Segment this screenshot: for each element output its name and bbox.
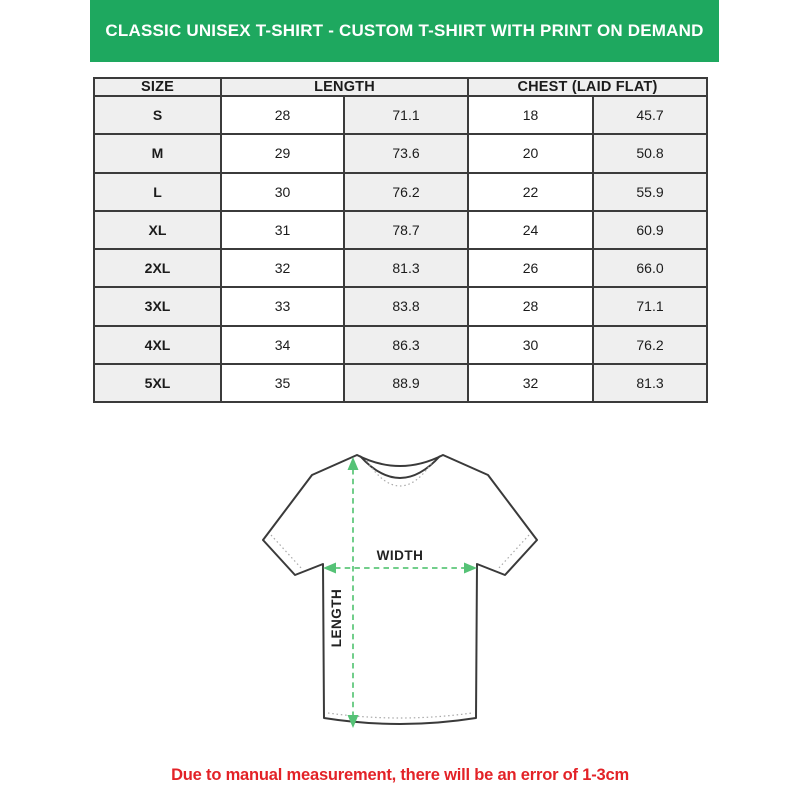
table-row: [94, 326, 707, 364]
page-title: CLASSIC UNISEX T-SHIRT - CUSTOM T-SHIRT WITH PRINT ON DEMAND: [105, 21, 704, 40]
col-header-length: LENGTH: [221, 78, 468, 96]
cell-chest_cm: 55.9: [593, 173, 707, 211]
table-row: [94, 173, 707, 211]
cell-length_in: 30: [221, 173, 344, 211]
cell-chest_cm: 71.1: [593, 287, 707, 325]
cell-size: S: [94, 96, 221, 134]
cell-length_cm: 78.7: [344, 211, 468, 249]
cell-chest_in: 18: [468, 96, 593, 134]
cell-chest_cm: 76.2: [593, 326, 707, 364]
table-row: [94, 249, 707, 287]
cell-chest_cm: 45.7: [593, 96, 707, 134]
cell-length_in: 33: [221, 287, 344, 325]
table-row: [94, 134, 707, 172]
cell-chest_in: 32: [468, 364, 593, 402]
cell-size: 4XL: [94, 326, 221, 364]
cell-size: XL: [94, 211, 221, 249]
cell-chest_in: 26: [468, 249, 593, 287]
cell-chest_in: 28: [468, 287, 593, 325]
size-chart-body: [94, 96, 707, 402]
cell-length_in: 35: [221, 364, 344, 402]
cell-chest_cm: 66.0: [593, 249, 707, 287]
cell-length_cm: 81.3: [344, 249, 468, 287]
col-header-size: SIZE: [94, 78, 221, 96]
size-chart-container: [93, 77, 708, 403]
cell-length_cm: 83.8: [344, 287, 468, 325]
width-label: WIDTH: [376, 548, 424, 563]
tshirt-diagram: [230, 430, 570, 760]
measurement-disclaimer: Due to manual measurement, there will be an error of 1-3cm: [171, 766, 629, 784]
col-header-chest: CHEST (LAID FLAT): [468, 78, 707, 96]
cell-chest_in: 24: [468, 211, 593, 249]
table-row: [94, 364, 707, 402]
table-row: [94, 96, 707, 134]
cell-length_in: 29: [221, 134, 344, 172]
cell-chest_cm: 60.9: [593, 211, 707, 249]
cell-length_cm: 71.1: [344, 96, 468, 134]
cell-length_in: 32: [221, 249, 344, 287]
cell-length_in: 31: [221, 211, 344, 249]
cell-size: 5XL: [94, 364, 221, 402]
cell-chest_cm: 81.3: [593, 364, 707, 402]
cell-size: 2XL: [94, 249, 221, 287]
table-row: [94, 211, 707, 249]
cell-length_cm: 86.3: [344, 326, 468, 364]
header-row: [94, 78, 707, 96]
cell-length_cm: 76.2: [344, 173, 468, 211]
cell-chest_in: 30: [468, 326, 593, 364]
cell-size: L: [94, 173, 221, 211]
length-label: LENGTH: [329, 588, 344, 648]
tshirt-outline: [263, 455, 537, 724]
cell-chest_cm: 50.8: [593, 134, 707, 172]
table-row: [94, 287, 707, 325]
size-chart-table: [93, 77, 708, 403]
cell-size: 3XL: [94, 287, 221, 325]
cell-length_in: 34: [221, 326, 344, 364]
cell-length_cm: 88.9: [344, 364, 468, 402]
cell-length_cm: 73.6: [344, 134, 468, 172]
cell-length_in: 28: [221, 96, 344, 134]
cell-chest_in: 22: [468, 173, 593, 211]
cell-size: M: [94, 134, 221, 172]
title-banner: [90, 0, 719, 62]
cell-chest_in: 20: [468, 134, 593, 172]
